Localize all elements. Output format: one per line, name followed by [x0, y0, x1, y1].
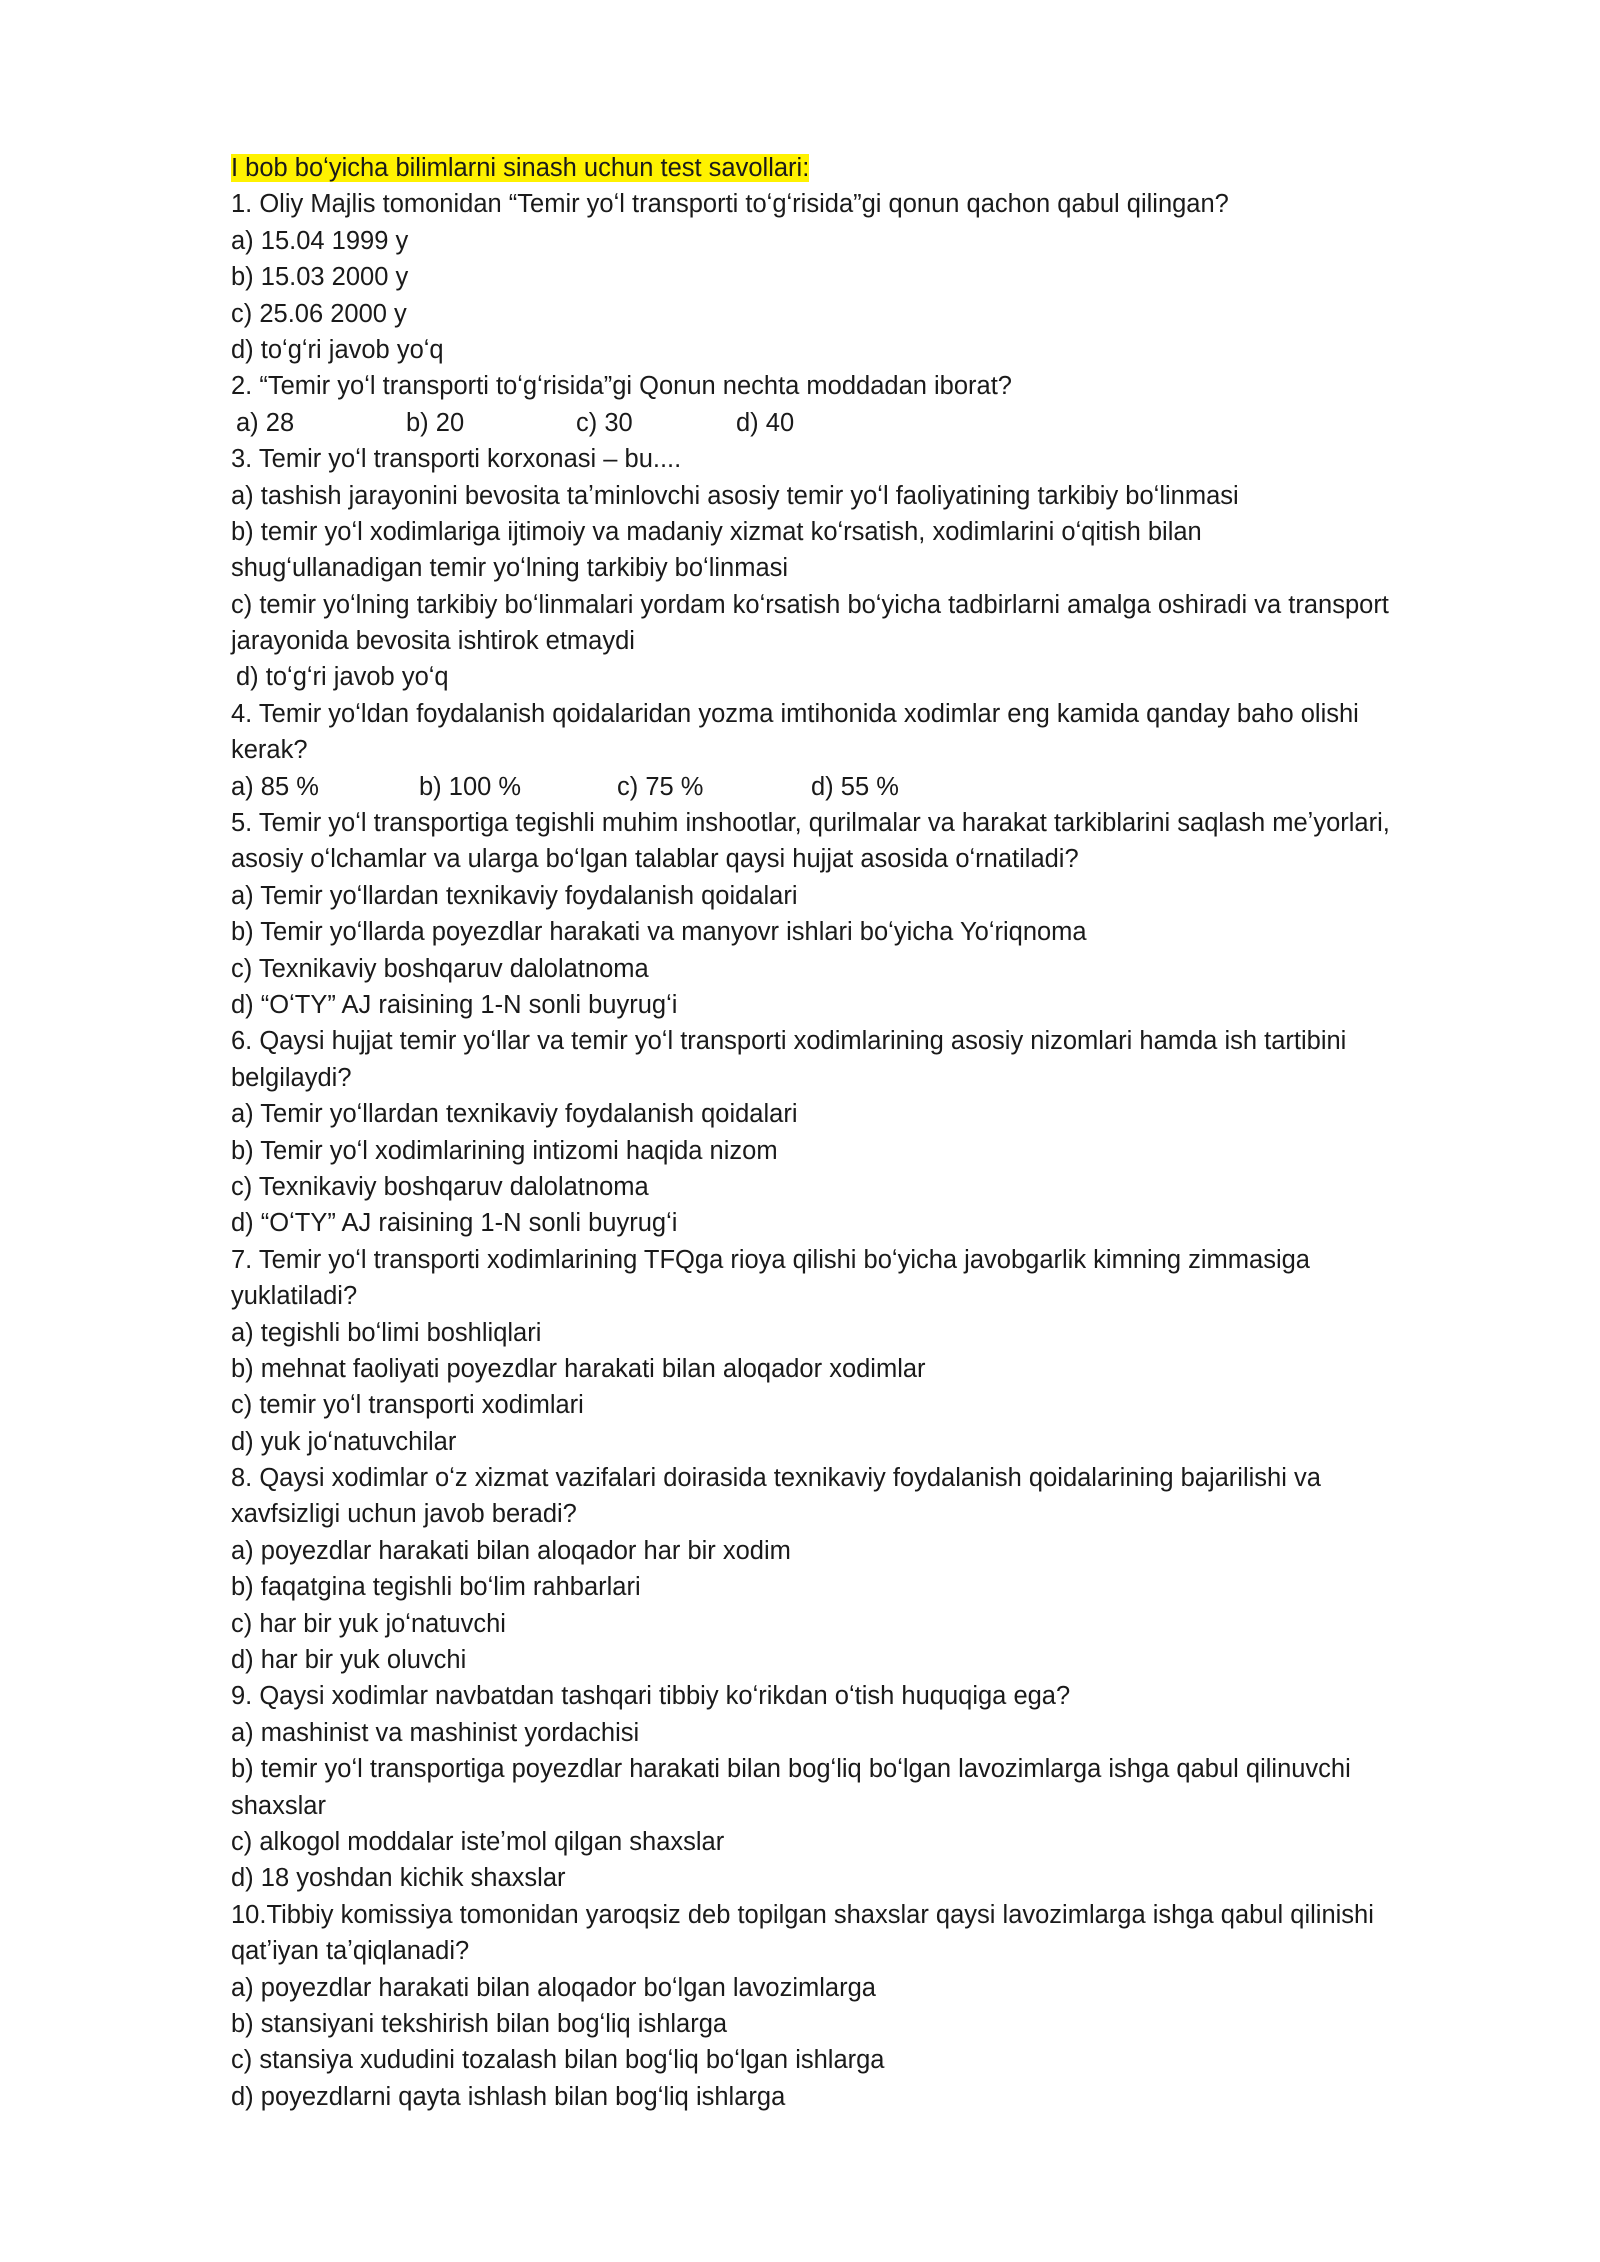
q4-option-d: d) 55 % [811, 772, 899, 801]
question-10-cont: qatʼiyan taʼqiqlanadi? [231, 1937, 470, 1966]
q4-option-a: a) 85 % [231, 772, 319, 801]
question-7-cont: yuklatiladi? [231, 1282, 358, 1311]
q7-option-d: d) yuk joʻnatuvchilar [231, 1427, 457, 1456]
question-1: 1. Oliy Majlis tomonidan “Temir yoʻl transporti toʻgʻrisida”gi qonun qachon qabul qilingan? [231, 190, 1229, 219]
q3-option-a: a) tashish jarayonini bevosita taʼminlovchi asosiy temir yoʻl faoliyatining tarkibiy boʻlinmasi [231, 481, 1239, 510]
question-9: 9. Qaysi xodimlar navbatdan tashqari tibbiy koʻrikdan oʻtish huquqiga ega? [231, 1682, 1071, 1711]
q4-option-b: b) 100 % [419, 772, 522, 801]
question-2: 2. “Temir yoʻl transporti toʻgʻrisida”gi Qonun nechta moddadan iborat? [231, 372, 1012, 401]
q1-option-a: a) 15.04 1999 y [231, 226, 409, 255]
question-8: 8. Qaysi xodimlar oʻz xizmat vazifalari doirasida texnikaviy foydalanish qoidalarining bajarilishi va [231, 1464, 1321, 1493]
q8-option-a: a) poyezdlar harakati bilan aloqador har bir xodim [231, 1536, 791, 1565]
q9-option-b-cont: shaxslar [231, 1791, 326, 1820]
q6-option-c: c) Texnikaviy boshqaruv dalolatnoma [231, 1172, 649, 1201]
q2-option-a: a) 28 [236, 408, 295, 437]
q2-option-b: b) 20 [406, 408, 465, 437]
q3-option-d: d) toʻgʻri javob yoʻq [236, 663, 449, 692]
document-body [231, 150, 1511, 2115]
q9-option-c: c) alkogol moddalar isteʼmol qilgan shaxslar [231, 1827, 725, 1856]
q5-option-c: c) Texnikaviy boshqaruv dalolatnoma [231, 954, 649, 983]
q1-option-d: d) toʻgʻri javob yoʻq [231, 335, 444, 364]
q4-options-row [231, 769, 1511, 805]
question-6-cont: belgilaydi? [231, 1063, 352, 1092]
q5-option-a: a) Temir yoʻllardan texnikaviy foydalanish qoidalari [231, 881, 798, 910]
q7-option-a: a) tegishli boʻlimi boshliqlari [231, 1318, 542, 1347]
q3-option-c-cont: jarayonida bevosita ishtirok etmaydi [231, 627, 635, 656]
q1-option-c: c) 25.06 2000 y [231, 299, 407, 328]
q10-option-d: d) poyezdlarni qayta ishlash bilan bogʻliq ishlarga [231, 2082, 786, 2111]
heading-text: I bob boʻyicha bilimlarni sinash uchun test savollari: [231, 154, 810, 182]
q9-option-a: a) mashinist va mashinist yordachisi [231, 1718, 640, 1747]
q3-option-b-cont: shugʻullanadigan temir yoʻlning tarkibiy boʻlinmasi [231, 554, 789, 583]
q3-option-c: c) temir yoʻlning tarkibiy boʻlinmalari yordam koʻrsatish boʻyicha tadbirlarni amalga oshiradi va transport [231, 590, 1389, 619]
question-5-cont: asosiy oʻlchamlar va ularga boʻlgan talablar qaysi hujjat asosida oʻrnatiladi? [231, 845, 1079, 874]
q10-option-a: a) poyezdlar harakati bilan aloqador boʻlgan lavozimlarga [231, 1973, 876, 2002]
q5-option-b: b) Temir yoʻllarda poyezdlar harakati va manyovr ishlari boʻyicha Yoʻriqnoma [231, 918, 1087, 947]
q4-option-c: c) 75 % [617, 772, 704, 801]
q2-options-row [231, 405, 1511, 441]
q6-option-a: a) Temir yoʻllardan texnikaviy foydalanish qoidalari [231, 1100, 798, 1129]
q9-option-d: d) 18 yoshdan kichik shaxslar [231, 1864, 566, 1893]
question-4: 4. Temir yoʻldan foydalanish qoidalaridan yozma imtihonida xodimlar eng kamida qanday baho olishi [231, 699, 1359, 728]
q8-option-b: b) faqatgina tegishli boʻlim rahbarlari [231, 1573, 641, 1602]
question-7: 7. Temir yoʻl transporti xodimlarining TFQga rioya qilishi boʻyicha javobgarlik kimning zimmasiga [231, 1245, 1310, 1274]
q6-option-b: b) Temir yoʻl xodimlarining intizomi haqida nizom [231, 1136, 778, 1165]
question-3: 3. Temir yoʻl transporti korxonasi – bu.... [231, 445, 682, 474]
q1-option-b: b) 15.03 2000 y [231, 263, 409, 292]
q8-option-c: c) har bir yuk joʻnatuvchi [231, 1609, 506, 1638]
q9-option-b: b) temir yoʻl transportiga poyezdlar harakati bilan bogʻliq boʻlgan lavozimlarga ishga qabul qilinuvchi [231, 1755, 1351, 1784]
question-6: 6. Qaysi hujjat temir yoʻllar va temir yoʻl transporti xodimlarining asosiy nizomlari hamda ish tartibini [231, 1027, 1347, 1056]
question-10: 10.Tibbiy komissiya tomonidan yaroqsiz deb topilgan shaxslar qaysi lavozimlarga ishga qabul qilinishi [231, 1900, 1374, 1929]
q3-option-b: b) temir yoʻl xodimlariga ijtimoiy va madaniy xizmat koʻrsatish, xodimlarini oʻqitish bilan [231, 517, 1202, 546]
q7-option-b: b) mehnat faoliyati poyezdlar harakati bilan aloqador xodimlar [231, 1354, 926, 1383]
section-heading [231, 150, 1511, 186]
q2-option-d: d) 40 [736, 408, 795, 437]
question-4-cont: kerak? [231, 736, 308, 765]
q7-option-c: c) temir yoʻl transporti xodimlari [231, 1391, 584, 1420]
q6-option-d: d) “OʻTY” AJ raisining 1-N sonli buyrugʻi [231, 1209, 678, 1238]
q10-option-b: b) stansiyani tekshirish bilan bogʻliq ishlarga [231, 2009, 728, 2038]
q8-option-d: d) har bir yuk oluvchi [231, 1646, 467, 1675]
question-5: 5. Temir yoʻl transportiga tegishli muhim inshootlar, qurilmalar va harakat tarkiblarini saqlash meʼyorlari, [231, 809, 1390, 838]
q2-option-c: c) 30 [576, 408, 633, 437]
q5-option-d: d) “OʻTY” AJ raisining 1-N sonli buyrugʻi [231, 990, 678, 1019]
q10-option-c: c) stansiya xududini tozalash bilan bogʻliq boʻlgan ishlarga [231, 2046, 885, 2075]
question-8-cont: xavfsizligi uchun javob beradi? [231, 1500, 577, 1529]
